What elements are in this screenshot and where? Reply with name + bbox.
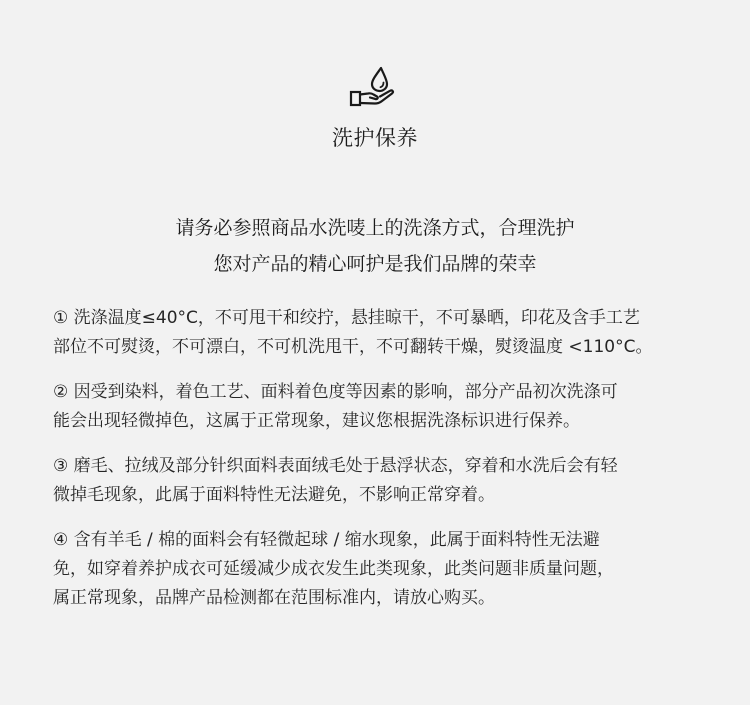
care-note-1 (53, 304, 713, 362)
note-line: ① 洗涤温度≤40°C，不可甩干和绞拧，悬挂晾干，不可暴晒，印花及含手工艺 (53, 308, 640, 328)
note-line: ③ 磨毛、拉绒及部分针织面料表面绒毛处于悬浮状态，穿着和水洗后会有轻 (53, 456, 618, 476)
care-note-2 (53, 378, 713, 436)
care-notes-list (53, 304, 713, 629)
note-line: 能会出现轻微掉色，这属于正常现象，建议您根据洗涤标识进行保养。 (53, 411, 580, 431)
intro-line: 请务必参照商品水洗唛上的洗涤方式，合理洗护 (175, 217, 575, 239)
intro-line: 您对产品的精心呵护是我们品牌的荣幸 (213, 253, 537, 275)
note-line: 免，如穿着养护成衣可延缓减少成衣发生此类现象，此类问题非质量问题， (53, 559, 614, 579)
note-line: 微掉毛现象，此属于面料特性无法避免，不影响正常穿着。 (53, 485, 495, 505)
care-note-4 (53, 526, 713, 613)
care-note-3 (53, 452, 713, 510)
note-line: 部位不可熨烫，不可漂白，不可机洗甩干，不可翻转干燥，熨烫温度 <110°C。 (53, 337, 653, 357)
section-title: 洗护保养 (332, 126, 418, 150)
note-line: ② 因受到染料，着色工艺、面料着色度等因素的影响，部分产品初次洗涤可 (53, 382, 618, 402)
note-line: ④ 含有羊毛 / 棉的面料会有轻微起球 / 缩水现象，此属于面料特性无法避 (53, 530, 600, 550)
note-line: 属正常现象，品牌产品检测都在范围标准内，请放心购买。 (53, 588, 495, 608)
hand-water-drop-icon (348, 66, 402, 108)
intro-text (0, 210, 750, 282)
